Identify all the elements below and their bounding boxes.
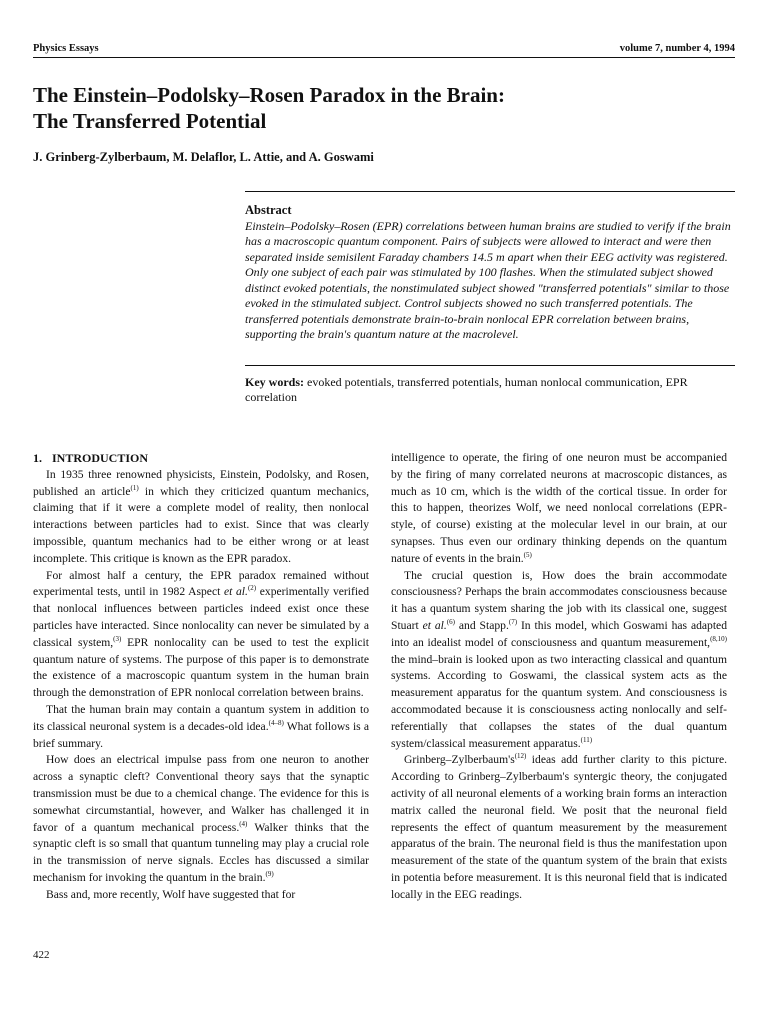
citation: (4–8)	[268, 718, 284, 727]
section-heading	[33, 450, 369, 467]
paragraph: How does an electrical impulse pass from one neuron to another across a synaptic cleft? Conventional theory says that the synaptic transmission must be due to a chemical change. The evidence for this is somewhat circumstantial, however, and Walker has challenged it in favor of a quantum mechanical process.$^{(4)}$ Walker thinks that the synaptic cleft is so small that quantum tunneling may play a crucial role in the transmission of nerve signals. Eccles has discussed a similar mechanism for invoking the quantum in the brain.$^{(9)}$	[33, 753, 369, 884]
paragraph: That the human brain may contain a quantum system in addition to its classical neuronal system is a decades-old idea.$^{(4-8)}$ What follows is a brief summary.	[33, 702, 370, 750]
paragraph: Grinberg–$Zylberbaum's^{(12)}$ ideas add further clarity to this picture. According to Grinberg–Zylberbaum's syntergic theory, the conjugated activity of all neuronal elements of a working brain forms an interaction matrix called the neuronal field. We posit that the neuronal field represents the effect of quantum measurement by the measurement apparatus of the brain. The neuronal field is thus the manifestation upon measurement of the state of the quantum system of the brain that exists in potentia before measurement. It is this neuronal field that is indicated locally in the EEG readings.	[391, 752, 727, 901]
keywords-rule	[245, 365, 735, 366]
paragraph: In 1935 three renowned physicists, Einstein, Podolsky, and Rosen, published an article$^{(1)}$ in which they criticized quantum mechanics, claiming that if it were a complete model of reality, then nonlocal interactions between particles had to exist. Since that was clearly impossible, quantum mechanics had to be either wrong or at least incomplete. This critique is known as the EPR paradox.	[33, 467, 369, 565]
keywords	[245, 375, 735, 405]
page-number: 422	[33, 949, 50, 961]
section-title: INTRODUCTION	[52, 451, 149, 465]
paragraph: Bass and, more recently, Wolf have suggested that for	[46, 887, 296, 901]
citation: (9)	[265, 869, 274, 878]
title-line-2: The Transferred Potential	[33, 109, 267, 133]
citation: (12)	[514, 752, 527, 761]
abstract-top-rule	[245, 191, 735, 192]
citation: (4)	[239, 819, 248, 828]
citation: (6)	[446, 617, 455, 626]
volume-info: volume 7, number 4, 1994	[619, 43, 735, 54]
author-list: J. Grinberg-Zylberbaum, M. Delaflor, L. Attie, and A. Goswami	[33, 150, 374, 164]
paragraph: The crucial question is, How does the brain accommodate consciousness? Perhaps the brain accommodates consciousness because it has a quantum system sharing the job with its classical one, suggest Stuart et al.$^{(6)}$ and Stapp.$^{(7)}$ In this model, which Goswami has adapted into an idealist model of consciousness and quantum measurement,$^{(8,10)}$ the mind–brain is looked upon as two interacting classical and quantum systems. According to Goswami, the classical system acts as the measurement apparatus for the quantum system. And consciousness is accommodated because it is consciousness acting nonlocally and self-referentially that collapses the states of the dual quantum system/classical measurement apparatus.$^{(11)}$	[391, 568, 727, 750]
paragraph: intelligence to operate, the firing of one neuron must be accompanied by the firing of many correlated neurons at macroscopic distances, as much as 10 cm, which is the width of the cortical tissue. In order for this to happen, theorizes Wolf, we need nonlocal correlations (EPR-style, of course) existing at the molecular level in our brain, at our synapses. Thus even our ordinary thinking depends on the quantum nature of events in the brain.$^{(5)}$	[391, 451, 727, 565]
journal-name: Physics Essays	[33, 43, 99, 54]
citation: (5)	[523, 550, 532, 559]
keywords-text: evoked potentials, transferred potentials, human nonlocal communication, EPR correlation	[245, 375, 688, 404]
abstract-text: Einstein–Podolsky–Rosen (EPR) correlations between human brains are studied to verify if the brain has a macroscopic quantum component. Pairs of subjects were allowed to interact and were then separated inside semisilent Faraday chambers 14.5 m apart when their EEG activity was registered. Only one subject of each pair was stimulated by 100 flashes. When the stimulated subject showed distinct evoked potentials, the nonstimulated subject showed "transferred potentials" similar to those evoked in the stimulated subject. Control subjects showed no such transferred potentials. The transferred potentials demonstrate brain-to-brain nonlocal EPR correlation between brains, supporting the brain's quantum nature at the macrolevel.	[245, 218, 731, 341]
right-column	[391, 450, 727, 904]
citation: (1)	[130, 483, 139, 492]
abstract	[245, 203, 735, 343]
header-rule	[33, 57, 735, 58]
title-line-1: The Einstein–Podolsky–Rosen Paradox in the Brain:	[33, 83, 505, 107]
left-column	[33, 450, 369, 904]
citation: (7)	[508, 617, 518, 626]
keywords-label: Key words:	[245, 375, 304, 389]
article-title	[33, 82, 733, 134]
citation: (8,10)	[710, 634, 727, 643]
paragraph: For almost half a century, the EPR paradox remained without experimental tests, until in 1982 Aspect et al.$^{(2)}$ experimentally verified that nonlocal influences between particles indeed exist once these particles have interacted. Since nonlocality can never be simulated by a classical system,$^{(3)}$ EPR nonlocality can be used to test the explicit quantum nature of systems. The purpose of this paper is to demonstrate the existence of a macroscopic quantum system in the human brain through the demonstration of EPR nonlocal correlation between brains.	[33, 568, 370, 700]
running-head	[33, 40, 735, 54]
section-number: 1.	[33, 451, 42, 465]
citation: (3)	[113, 634, 122, 643]
abstract-heading: Abstract	[245, 203, 292, 217]
citation: (2)	[247, 584, 257, 593]
citation: (11)	[580, 735, 593, 744]
